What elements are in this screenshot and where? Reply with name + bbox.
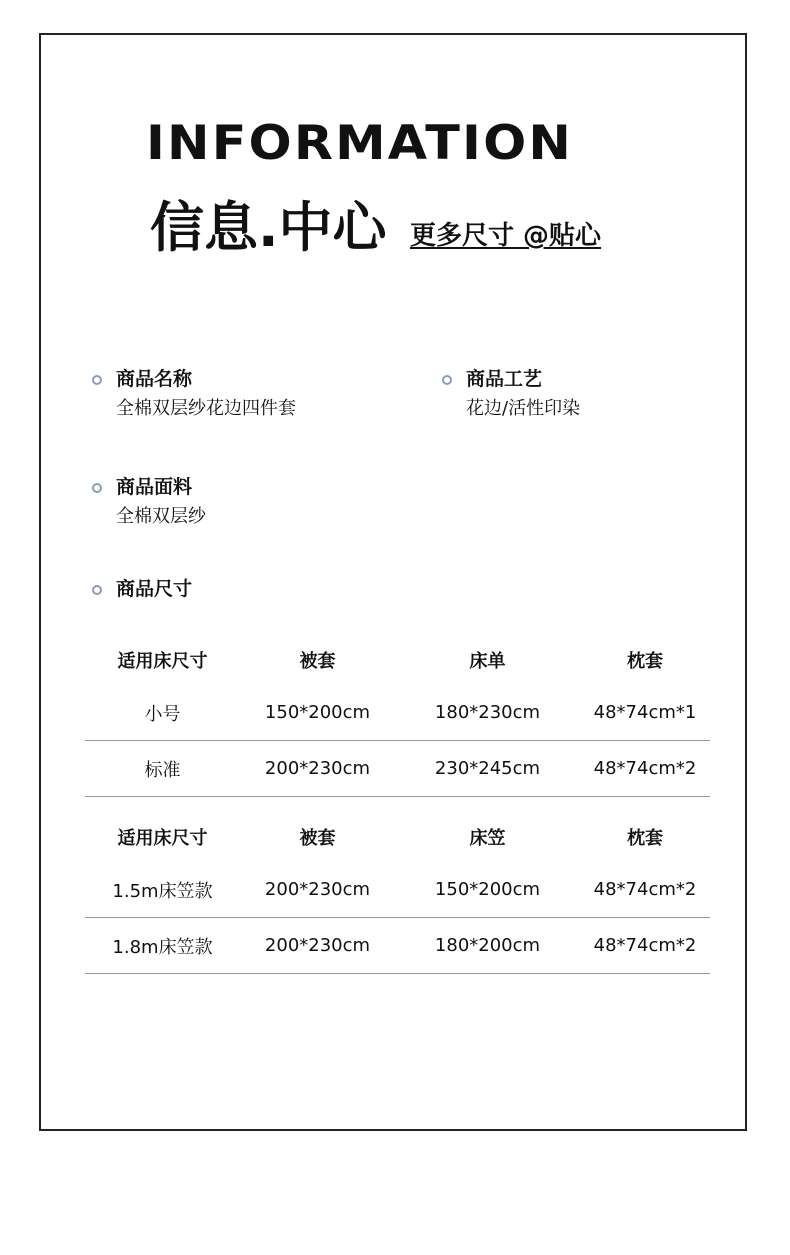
info-value: 全棉双层纱花边四件套 bbox=[116, 398, 296, 419]
table-cell: 标准 bbox=[144, 759, 181, 781]
table-cell: 48*74cm*1 bbox=[593, 702, 697, 723]
size-table-fitted bbox=[85, 812, 710, 974]
info-value: 花边/活性印染 bbox=[466, 398, 581, 419]
bullet-icon bbox=[442, 375, 452, 385]
title-chinese: 信息.中心 bbox=[150, 196, 387, 259]
info-label: 商品名称 bbox=[116, 368, 193, 390]
table-cell: 200*230cm bbox=[264, 758, 371, 779]
table-header-cell: 床笠 bbox=[469, 828, 506, 849]
info-value: 全棉双层纱 bbox=[116, 506, 206, 527]
table-header-cell: 被套 bbox=[299, 828, 336, 849]
table-cell: 1.5m床笠款 bbox=[112, 880, 213, 902]
title-english: INFORMATION bbox=[146, 116, 574, 171]
table-row bbox=[85, 918, 710, 974]
info-label: 商品工艺 bbox=[466, 368, 543, 390]
table-header-cell: 枕套 bbox=[627, 828, 663, 849]
table-header-cell: 适用床尺寸 bbox=[117, 651, 208, 672]
table-cell: 180*230cm bbox=[434, 702, 541, 723]
table-cell: 230*245cm bbox=[434, 758, 541, 779]
subtitle-link: 更多尺寸 @贴心 bbox=[410, 221, 602, 251]
table-cell: 150*200cm bbox=[264, 702, 371, 723]
table-cell: 小号 bbox=[144, 703, 181, 725]
table-header-row bbox=[85, 635, 710, 685]
bullet-icon bbox=[92, 483, 102, 493]
info-label: 商品面料 bbox=[116, 476, 193, 498]
table-cell: 200*230cm bbox=[264, 935, 371, 956]
info-label: 商品尺寸 bbox=[116, 578, 193, 600]
table-row bbox=[85, 741, 710, 797]
table-header-cell: 床单 bbox=[469, 651, 506, 672]
table-header-row bbox=[85, 812, 710, 862]
bullet-icon bbox=[92, 585, 102, 595]
table-cell: 48*74cm*2 bbox=[593, 935, 697, 956]
table-header-cell: 被套 bbox=[299, 651, 336, 672]
table-row bbox=[85, 862, 710, 918]
table-header-cell: 适用床尺寸 bbox=[117, 828, 208, 849]
table-cell: 48*74cm*2 bbox=[593, 879, 697, 900]
table-row bbox=[85, 685, 710, 741]
bullet-icon bbox=[92, 375, 102, 385]
size-table-standard bbox=[85, 635, 710, 797]
table-cell: 48*74cm*2 bbox=[593, 758, 697, 779]
table-cell: 150*200cm bbox=[434, 879, 541, 900]
table-header-cell: 枕套 bbox=[627, 651, 663, 672]
table-cell: 1.8m床笠款 bbox=[112, 936, 213, 958]
table-cell: 200*230cm bbox=[264, 879, 371, 900]
table-cell: 180*200cm bbox=[434, 935, 541, 956]
